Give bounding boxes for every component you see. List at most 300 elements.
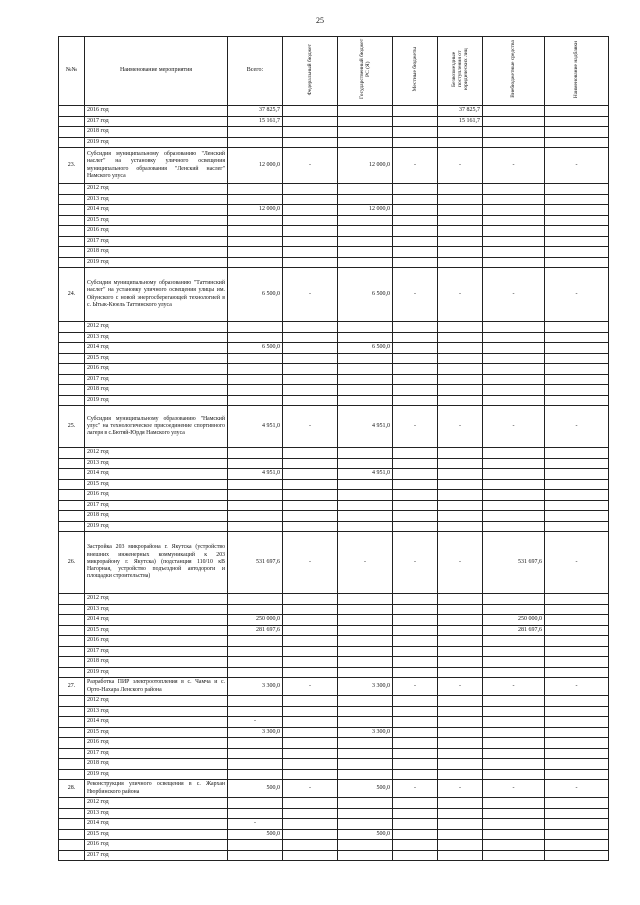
cell-federal xyxy=(283,738,338,749)
cell-name: 2016 год xyxy=(85,106,228,117)
cell-state xyxy=(338,116,393,127)
cell-federal xyxy=(283,364,338,375)
cell-index xyxy=(59,738,85,749)
cell-index xyxy=(59,667,85,678)
cell-extra xyxy=(483,759,545,770)
cell-extra: - xyxy=(483,678,545,696)
cell-federal xyxy=(283,257,338,268)
cell-names xyxy=(545,748,609,759)
cell-local xyxy=(393,116,438,127)
cell-names xyxy=(545,706,609,717)
table-row-item xyxy=(59,406,609,448)
cell-extra xyxy=(483,738,545,749)
cell-index xyxy=(59,798,85,809)
cell-local: - xyxy=(393,678,438,696)
table-row-year xyxy=(59,343,609,354)
cell-local xyxy=(393,184,438,195)
table-row-year xyxy=(59,364,609,375)
cell-names xyxy=(545,798,609,809)
cell-local xyxy=(393,727,438,738)
cell-donations xyxy=(438,738,483,749)
cell-state: 6 500,0 xyxy=(338,343,393,354)
cell-federal xyxy=(283,521,338,532)
cell-extra xyxy=(483,646,545,657)
table-row-year xyxy=(59,106,609,117)
cell-local xyxy=(393,798,438,809)
cell-names xyxy=(545,194,609,205)
cell-total xyxy=(228,226,283,237)
cell-donations: - xyxy=(438,780,483,798)
cell-name: 2015 год xyxy=(85,353,228,364)
cell-total: - xyxy=(228,717,283,728)
cell-local xyxy=(393,353,438,364)
cell-state xyxy=(338,215,393,226)
cell-donations: - xyxy=(438,678,483,696)
cell-extra xyxy=(483,748,545,759)
cell-state xyxy=(338,500,393,511)
cell-local xyxy=(393,667,438,678)
cell-index xyxy=(59,594,85,605)
cell-local xyxy=(393,448,438,459)
cell-names xyxy=(545,448,609,459)
table-row-year xyxy=(59,205,609,216)
cell-state: 3 300,0 xyxy=(338,727,393,738)
cell-index xyxy=(59,840,85,851)
cell-name: Субсидия муниципальному образованию "Таттинский наслег" на установку уличного освещения улицы им. Ойунского с новой энергосберегающей технологией в с. Ытык-Кюель Таттинского улуса xyxy=(85,268,228,322)
cell-state xyxy=(338,448,393,459)
cell-index xyxy=(59,374,85,385)
cell-total: 4 951,0 xyxy=(228,469,283,480)
cell-state xyxy=(338,696,393,707)
cell-state xyxy=(338,184,393,195)
table-row-year xyxy=(59,717,609,728)
cell-federal xyxy=(283,615,338,626)
cell-names xyxy=(545,717,609,728)
cell-name: 2015 год xyxy=(85,479,228,490)
cell-donations xyxy=(438,646,483,657)
cell-total xyxy=(228,236,283,247)
cell-federal xyxy=(283,215,338,226)
cell-extra xyxy=(483,236,545,247)
cell-total xyxy=(228,850,283,861)
cell-name: 2015 год xyxy=(85,829,228,840)
cell-names xyxy=(545,594,609,605)
table-row-year xyxy=(59,137,609,148)
cell-index xyxy=(59,850,85,861)
cell-names: - xyxy=(545,678,609,696)
cell-names xyxy=(545,322,609,333)
cell-name: 2017 год xyxy=(85,236,228,247)
cell-total: 37 825,7 xyxy=(228,106,283,117)
cell-names xyxy=(545,184,609,195)
cell-total: 6 500,0 xyxy=(228,268,283,322)
cell-total xyxy=(228,458,283,469)
cell-extra xyxy=(483,490,545,501)
cell-federal: - xyxy=(283,148,338,184)
cell-donations xyxy=(438,184,483,195)
cell-donations: 15 161,7 xyxy=(438,116,483,127)
cell-local xyxy=(393,364,438,375)
cell-name: 2017 год xyxy=(85,850,228,861)
table-row-item xyxy=(59,148,609,184)
cell-extra xyxy=(483,205,545,216)
cell-local xyxy=(393,759,438,770)
cell-donations xyxy=(438,808,483,819)
cell-donations xyxy=(438,657,483,668)
cell-local xyxy=(393,236,438,247)
cell-total: 250 000,0 xyxy=(228,615,283,626)
cell-extra xyxy=(483,257,545,268)
cell-index xyxy=(59,215,85,226)
cell-name: 2015 год xyxy=(85,727,228,738)
cell-local xyxy=(393,696,438,707)
cell-donations xyxy=(438,706,483,717)
cell-total xyxy=(228,448,283,459)
cell-total: 281 697,6 xyxy=(228,625,283,636)
cell-local xyxy=(393,657,438,668)
cell-total xyxy=(228,500,283,511)
cell-name: Субсидия муниципальному образованию "Ленский наслег" на установку уличного освещения муниципального образования "Ленский наслег" Намского улуса xyxy=(85,148,228,184)
cell-donations xyxy=(438,727,483,738)
cell-name: 2018 год xyxy=(85,657,228,668)
table-row-year xyxy=(59,738,609,749)
cell-names xyxy=(545,226,609,237)
cell-names xyxy=(545,469,609,480)
cell-state xyxy=(338,850,393,861)
cell-federal xyxy=(283,625,338,636)
cell-total: 4 951,0 xyxy=(228,406,283,448)
cell-index xyxy=(59,226,85,237)
cell-index xyxy=(59,521,85,532)
cell-names xyxy=(545,236,609,247)
cell-donations xyxy=(438,748,483,759)
table-row-year xyxy=(59,759,609,770)
cell-extra xyxy=(483,594,545,605)
cell-names xyxy=(545,759,609,770)
cell-names: - xyxy=(545,148,609,184)
table-row-year xyxy=(59,490,609,501)
cell-total xyxy=(228,769,283,780)
cell-name: 2019 год xyxy=(85,257,228,268)
cell-state xyxy=(338,137,393,148)
cell-names xyxy=(545,511,609,522)
cell-extra xyxy=(483,364,545,375)
cell-local xyxy=(393,479,438,490)
cell-federal xyxy=(283,106,338,117)
cell-index xyxy=(59,615,85,626)
cell-total xyxy=(228,247,283,258)
cell-local xyxy=(393,646,438,657)
cell-name: 2017 год xyxy=(85,646,228,657)
cell-name: Реконструкция уличного освещения в с. Жархан Нюрбинского района xyxy=(85,780,228,798)
cell-local xyxy=(393,332,438,343)
cell-federal: - xyxy=(283,780,338,798)
cell-total xyxy=(228,257,283,268)
cell-index xyxy=(59,322,85,333)
cell-total xyxy=(228,759,283,770)
table-row-item xyxy=(59,678,609,696)
cell-name: 2014 год xyxy=(85,717,228,728)
cell-federal xyxy=(283,604,338,615)
cell-names: - xyxy=(545,268,609,322)
cell-extra xyxy=(483,226,545,237)
cell-federal xyxy=(283,479,338,490)
cell-federal xyxy=(283,511,338,522)
cell-total xyxy=(228,137,283,148)
table-row-year xyxy=(59,479,609,490)
cell-local xyxy=(393,819,438,830)
table-row-item xyxy=(59,780,609,798)
cell-extra xyxy=(483,215,545,226)
cell-index xyxy=(59,137,85,148)
cell-index xyxy=(59,479,85,490)
table-row-year xyxy=(59,226,609,237)
cell-index xyxy=(59,385,85,396)
cell-name: 2018 год xyxy=(85,247,228,258)
cell-state: 500,0 xyxy=(338,780,393,798)
header-extra: Внебюджетные средства xyxy=(510,40,517,99)
cell-state xyxy=(338,615,393,626)
table-row-year xyxy=(59,374,609,385)
cell-index xyxy=(59,759,85,770)
cell-local xyxy=(393,226,438,237)
cell-local xyxy=(393,322,438,333)
cell-donations xyxy=(438,850,483,861)
cell-index xyxy=(59,247,85,258)
table-row-year xyxy=(59,819,609,830)
cell-index xyxy=(59,458,85,469)
cell-donations xyxy=(438,717,483,728)
cell-extra xyxy=(483,353,545,364)
table-row-year xyxy=(59,247,609,258)
table-row-year xyxy=(59,667,609,678)
cell-index xyxy=(59,469,85,480)
cell-donations: - xyxy=(438,148,483,184)
cell-extra xyxy=(483,448,545,459)
table-row-year xyxy=(59,594,609,605)
cell-federal xyxy=(283,717,338,728)
cell-names xyxy=(545,819,609,830)
cell-state xyxy=(338,819,393,830)
cell-total: 531 697,6 xyxy=(228,532,283,594)
cell-extra xyxy=(483,458,545,469)
cell-state xyxy=(338,798,393,809)
cell-index xyxy=(59,657,85,668)
cell-federal xyxy=(283,236,338,247)
cell-donations xyxy=(438,604,483,615)
cell-state xyxy=(338,717,393,728)
cell-names xyxy=(545,657,609,668)
cell-name: 2015 год xyxy=(85,625,228,636)
cell-extra xyxy=(483,667,545,678)
cell-federal xyxy=(283,184,338,195)
cell-local xyxy=(393,604,438,615)
cell-federal xyxy=(283,727,338,738)
cell-state xyxy=(338,604,393,615)
cell-federal xyxy=(283,353,338,364)
cell-federal xyxy=(283,594,338,605)
cell-state xyxy=(338,364,393,375)
cell-names xyxy=(545,840,609,851)
cell-name: 2018 год xyxy=(85,385,228,396)
cell-extra: - xyxy=(483,148,545,184)
cell-name: 2012 год xyxy=(85,322,228,333)
cell-donations xyxy=(438,625,483,636)
header-total: Всего: xyxy=(228,37,283,106)
table-row-year xyxy=(59,840,609,851)
cell-local xyxy=(393,829,438,840)
cell-extra xyxy=(483,769,545,780)
cell-federal: - xyxy=(283,532,338,594)
header-donations: Безвозмездные поступления от юридических лиц xyxy=(450,48,470,91)
cell-total xyxy=(228,395,283,406)
cell-state xyxy=(338,332,393,343)
cell-state xyxy=(338,808,393,819)
table-row-year xyxy=(59,646,609,657)
cell-names xyxy=(545,458,609,469)
cell-donations xyxy=(438,759,483,770)
cell-total xyxy=(228,594,283,605)
cell-total xyxy=(228,798,283,809)
cell-index: 25. xyxy=(59,406,85,448)
cell-state xyxy=(338,127,393,138)
cell-extra xyxy=(483,127,545,138)
cell-federal: - xyxy=(283,678,338,696)
cell-state xyxy=(338,395,393,406)
cell-index: 24. xyxy=(59,268,85,322)
table-row-year xyxy=(59,829,609,840)
cell-name: 2019 год xyxy=(85,521,228,532)
cell-total xyxy=(228,353,283,364)
cell-federal: - xyxy=(283,268,338,322)
cell-total xyxy=(228,840,283,851)
cell-state xyxy=(338,748,393,759)
cell-local xyxy=(393,458,438,469)
cell-extra xyxy=(483,374,545,385)
cell-extra xyxy=(483,322,545,333)
table-row-year xyxy=(59,615,609,626)
cell-name: 2014 год xyxy=(85,343,228,354)
cell-name: 2019 год xyxy=(85,769,228,780)
cell-names xyxy=(545,769,609,780)
cell-name: 2018 год xyxy=(85,759,228,770)
cell-donations xyxy=(438,194,483,205)
cell-name: Застройка 203 микрорайона г. Якутска (устройство внешних инженерных коммуникаций к 203 микрорайону г. Якутска) (подстанция 110/10 кВ Нагорная, устройство подъездной автодороги и площадки строительства) xyxy=(85,532,228,594)
table-row-item xyxy=(59,532,609,594)
cell-names xyxy=(545,646,609,657)
cell-index: 26. xyxy=(59,532,85,594)
cell-donations xyxy=(438,226,483,237)
cell-names xyxy=(545,215,609,226)
cell-donations xyxy=(438,479,483,490)
cell-local xyxy=(393,374,438,385)
table-row-year xyxy=(59,798,609,809)
cell-donations xyxy=(438,257,483,268)
cell-names: - xyxy=(545,406,609,448)
cell-names xyxy=(545,395,609,406)
cell-total: 15 161,7 xyxy=(228,116,283,127)
cell-local: - xyxy=(393,268,438,322)
cell-index xyxy=(59,257,85,268)
table-row-year xyxy=(59,385,609,396)
cell-name: 2012 год xyxy=(85,594,228,605)
cell-local xyxy=(393,469,438,480)
cell-name: Разработка ПИР электроотопления в с. Чамча и с. Орто-Нахара Ленского района xyxy=(85,678,228,696)
cell-extra xyxy=(483,829,545,840)
cell-federal xyxy=(283,332,338,343)
cell-names xyxy=(545,490,609,501)
cell-state xyxy=(338,636,393,647)
cell-names xyxy=(545,636,609,647)
cell-federal xyxy=(283,385,338,396)
cell-donations xyxy=(438,696,483,707)
table-row-year xyxy=(59,696,609,707)
cell-name: 2012 год xyxy=(85,798,228,809)
cell-index xyxy=(59,364,85,375)
cell-name: 2013 год xyxy=(85,458,228,469)
cell-names xyxy=(545,604,609,615)
header-name: Наименование мероприятия xyxy=(85,37,228,106)
cell-local xyxy=(393,636,438,647)
cell-federal xyxy=(283,395,338,406)
cell-extra: - xyxy=(483,268,545,322)
cell-federal xyxy=(283,374,338,385)
cell-index xyxy=(59,636,85,647)
cell-index xyxy=(59,395,85,406)
table-row-year xyxy=(59,748,609,759)
cell-federal xyxy=(283,759,338,770)
cell-names xyxy=(545,257,609,268)
cell-extra xyxy=(483,511,545,522)
cell-state xyxy=(338,769,393,780)
cell-name: 2019 год xyxy=(85,395,228,406)
cell-name: 2016 год xyxy=(85,738,228,749)
cell-index: 27. xyxy=(59,678,85,696)
cell-total: 500,0 xyxy=(228,829,283,840)
table-row-year xyxy=(59,332,609,343)
cell-local xyxy=(393,717,438,728)
cell-local xyxy=(393,385,438,396)
cell-federal xyxy=(283,769,338,780)
cell-donations xyxy=(438,353,483,364)
cell-state: 500,0 xyxy=(338,829,393,840)
cell-names: - xyxy=(545,780,609,798)
cell-total xyxy=(228,479,283,490)
cell-total xyxy=(228,604,283,615)
cell-federal xyxy=(283,137,338,148)
cell-name: 2018 год xyxy=(85,511,228,522)
cell-names xyxy=(545,696,609,707)
cell-local xyxy=(393,769,438,780)
cell-names xyxy=(545,850,609,861)
cell-index xyxy=(59,236,85,247)
cell-donations xyxy=(438,594,483,605)
cell-local xyxy=(393,194,438,205)
cell-names xyxy=(545,247,609,258)
cell-federal xyxy=(283,490,338,501)
table-row-year xyxy=(59,469,609,480)
cell-donations: - xyxy=(438,268,483,322)
cell-federal xyxy=(283,247,338,258)
cell-state xyxy=(338,353,393,364)
cell-name: 2013 год xyxy=(85,808,228,819)
cell-donations xyxy=(438,500,483,511)
cell-donations xyxy=(438,205,483,216)
cell-donations xyxy=(438,819,483,830)
cell-name: 2017 год xyxy=(85,116,228,127)
cell-local xyxy=(393,840,438,851)
cell-name: 2013 год xyxy=(85,604,228,615)
